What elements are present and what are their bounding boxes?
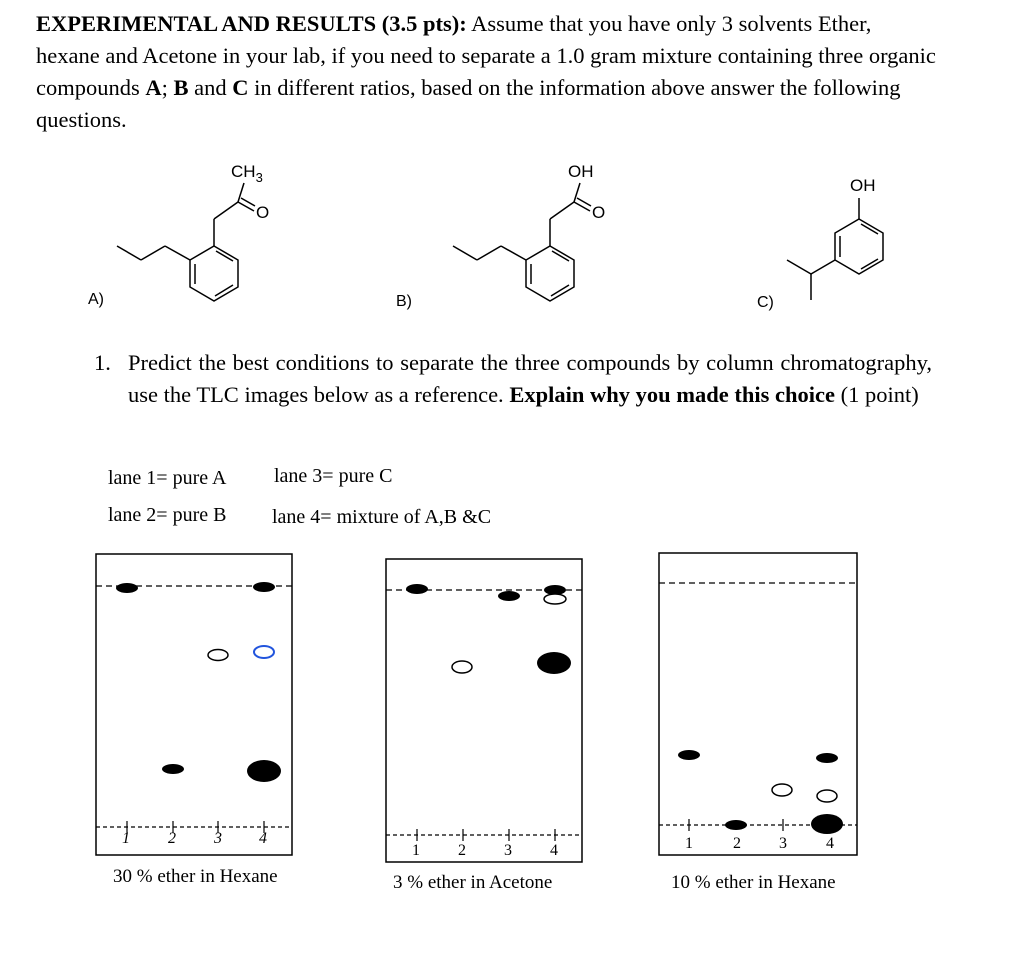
plate-3-lane-3: 3 xyxy=(779,835,787,852)
compound-a-label: A xyxy=(145,75,162,100)
intro-heading: EXPERIMENTAL AND RESULTS (3.5 pts): xyxy=(36,11,467,36)
plate-2-spot-c xyxy=(498,591,520,601)
plate-3-spot-c xyxy=(772,784,792,796)
plate-3-spot-mix-ring xyxy=(817,790,837,802)
compound-c-label: C xyxy=(232,75,249,100)
plate-3-spot-mix-top xyxy=(816,753,838,763)
plate-1-lane-3: 3 xyxy=(214,830,222,847)
plate-3-caption: 10 % ether in Hexane xyxy=(671,872,836,893)
structure-c xyxy=(787,198,883,300)
plate-1-spot-mix-low xyxy=(247,760,281,782)
tlc-plate-3 xyxy=(659,553,857,855)
plate-1-border xyxy=(96,554,292,855)
compound-b-label: B xyxy=(173,75,189,100)
structure-b xyxy=(453,183,591,301)
structure-b-group: OH xyxy=(568,162,594,181)
intro-sep-1: ; xyxy=(161,75,174,100)
plate-2-border xyxy=(386,559,582,862)
intro-text-2: in different ratios, based on the information above answer the following questions. xyxy=(36,75,901,132)
plate-2-lane-1: 1 xyxy=(412,842,420,859)
plate-1-lane-1: 1 xyxy=(122,830,130,847)
plate-2-lane-4: 4 xyxy=(550,842,558,859)
plate-3-spot-b xyxy=(725,820,747,830)
plate-2-caption: 3 % ether in Acetone xyxy=(393,872,553,893)
question-1-number: 1. xyxy=(94,350,111,375)
plate-1-spot-mix-mid xyxy=(254,646,274,658)
plate-2-lane-2: 2 xyxy=(458,842,466,859)
question-1-bold: Explain why you made this choice xyxy=(509,382,835,407)
plate-2-spot-a xyxy=(406,584,428,594)
question-1-text xyxy=(128,347,932,411)
structure-b-label: B) xyxy=(396,293,412,310)
structure-b-carbonyl-o: O xyxy=(592,203,606,222)
intro-sep-2: and xyxy=(188,75,233,100)
structure-a-carbonyl-o: O xyxy=(256,203,270,222)
tlc-plate-1 xyxy=(96,554,292,855)
plate-1-lane-2: 2 xyxy=(168,830,176,847)
plate-3-border xyxy=(659,553,857,855)
structure-a-group: $CH_3$ xyxy=(231,162,263,185)
plate-2-spot-b xyxy=(452,661,472,673)
plate-2-spot-mix-ring xyxy=(544,594,566,604)
tlc-plate-2 xyxy=(386,559,582,862)
lane-3-legend: lane 3= pure C xyxy=(274,465,393,487)
plate-1-spot-mix-top xyxy=(253,582,275,592)
lane-1-legend: lane 1= pure A xyxy=(108,467,227,489)
plate-1-caption: 30 % ether in Hexane xyxy=(113,866,278,887)
plate-1-spot-c xyxy=(208,650,228,661)
structure-a-label: A) xyxy=(88,291,104,308)
structure-a xyxy=(117,183,255,301)
plate-2-spot-mix-low xyxy=(537,652,571,674)
plate-2-lane-3: 3 xyxy=(504,842,512,859)
question-1-plain: Predict the best conditions to separate the three compounds by column chromatography, use the TLC images below as a reference. xyxy=(128,350,932,407)
lane-4-legend: lane 4= mixture of A,B &C xyxy=(272,506,492,528)
intro-text-1: Assume that you have only 3 solvents Ether, hexane and Acetone in your lab, if you need to separate a 1.0 gram mixture containing three organic compounds xyxy=(36,11,936,100)
plate-3-lane-4: 4 xyxy=(826,835,834,852)
question-1-points: (1 point) xyxy=(834,382,919,407)
plate-1-lane-4: 4 xyxy=(259,830,267,847)
plate-3-spot-a xyxy=(678,750,700,760)
plate-1-spot-a xyxy=(116,583,138,593)
plate-3-lane-2: 2 xyxy=(733,835,741,852)
chemical-structures xyxy=(0,0,1024,340)
plate-1-spot-b xyxy=(162,764,184,774)
plate-3-spot-mix-low xyxy=(811,814,843,834)
plate-3-lane-1: 1 xyxy=(685,835,693,852)
structure-c-group: OH xyxy=(850,176,876,195)
structure-c-label: C) xyxy=(757,294,774,311)
plate-2-spot-mix-top xyxy=(544,585,566,595)
lane-2-legend: lane 2= pure B xyxy=(108,504,227,526)
